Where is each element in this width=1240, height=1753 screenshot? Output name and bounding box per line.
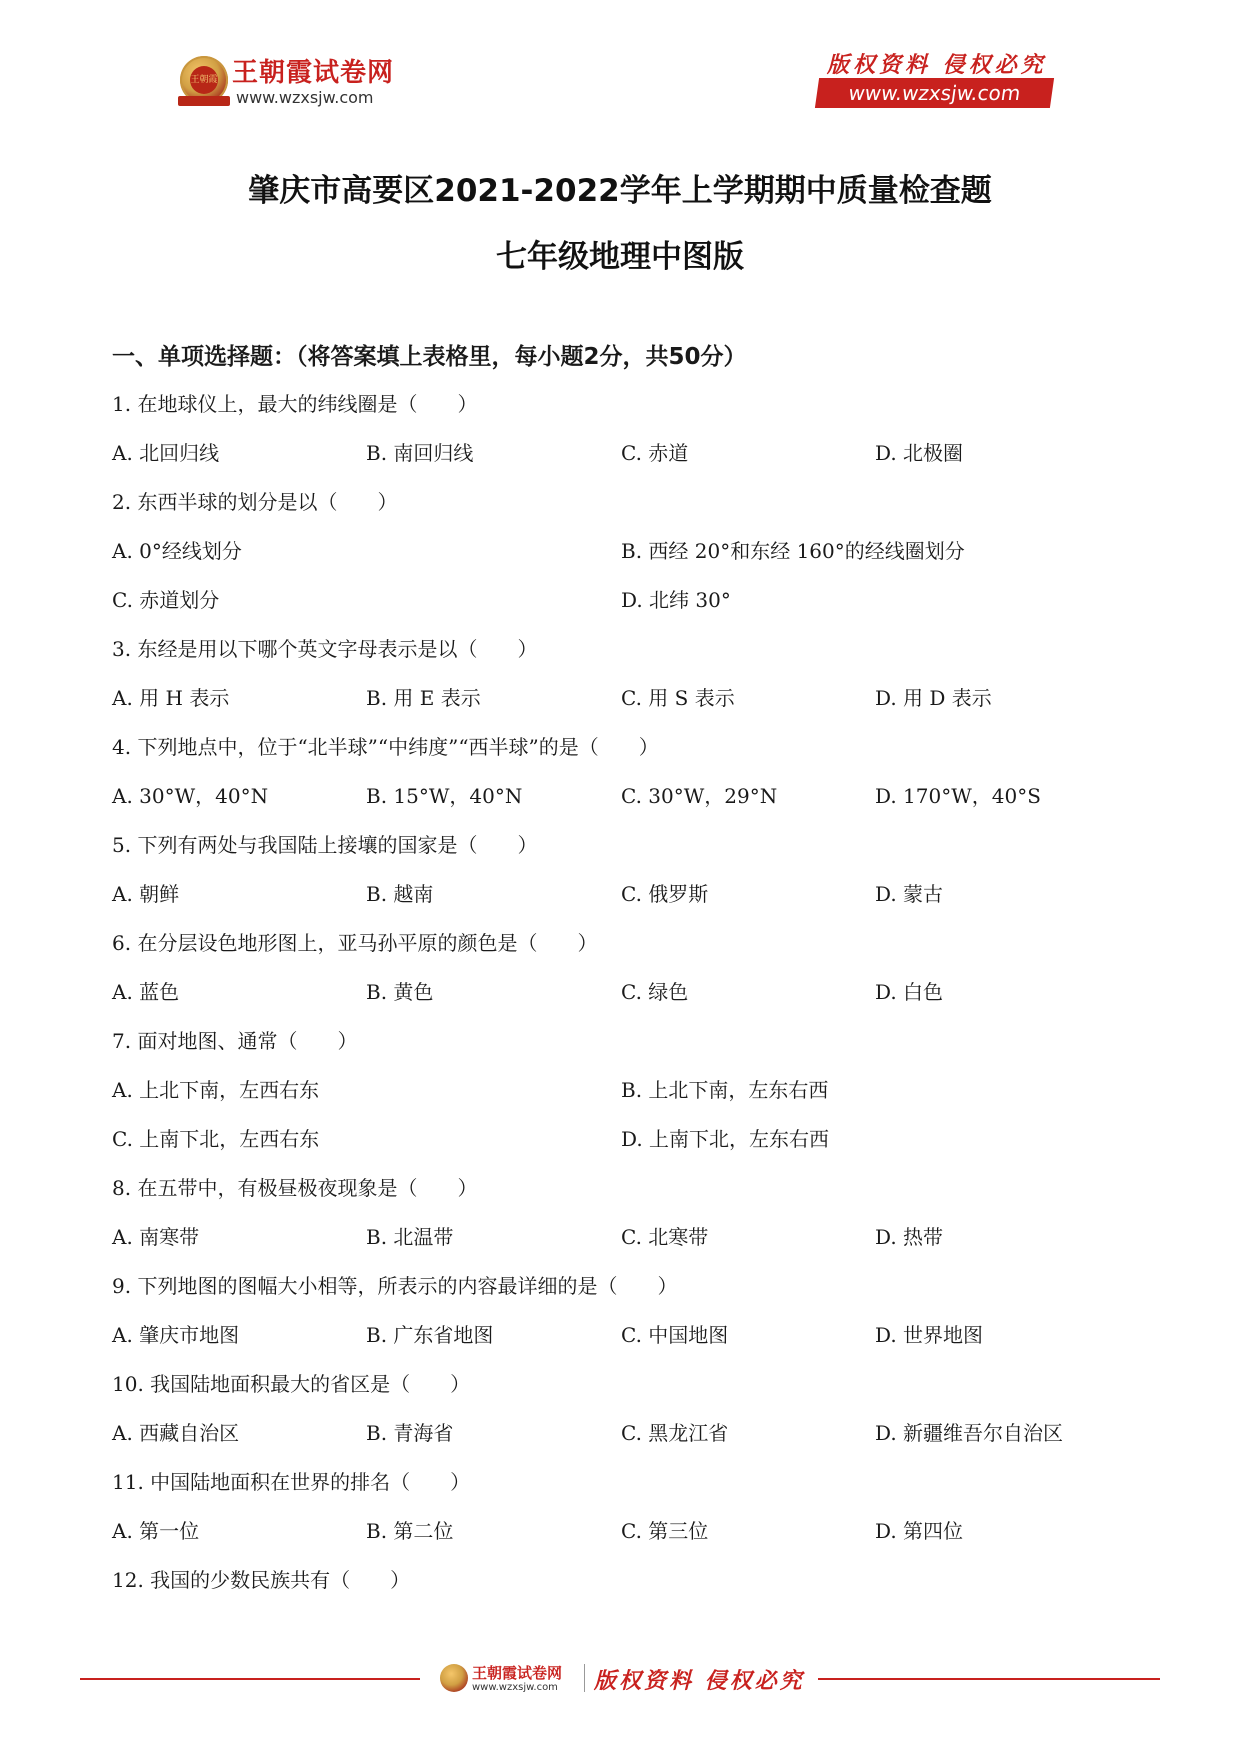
question-text: 5. 下列有两处与我国陆上接壤的国家是（ ） <box>112 833 538 857</box>
option-row <box>112 772 1132 821</box>
footer-copyright-text: 版权资料 侵权必究 <box>594 1668 805 1694</box>
brand-logo[interactable] <box>180 52 400 112</box>
footer-brand-name: 王朝霞试卷网 <box>472 1664 563 1682</box>
footer-divider-right <box>818 1678 1160 1680</box>
question-stem <box>112 919 1132 968</box>
option-b[interactable]: B. 西经 20°和东经 160°的经线圈划分 <box>621 539 965 563</box>
option-c[interactable]: C. 绿色 <box>621 980 689 1004</box>
option-c[interactable]: C. 第三位 <box>621 1519 709 1543</box>
option-a[interactable]: A. 肇庆市地图 <box>112 1323 240 1347</box>
option-a[interactable]: A. 西藏自治区 <box>112 1421 240 1445</box>
option-d[interactable]: D. 上南下北，左东右西 <box>621 1127 830 1151</box>
exam-title: 肇庆市高要区2021-2022学年上学期期中质量检查题 <box>248 173 992 209</box>
option-row <box>112 1311 1132 1360</box>
question-stem <box>112 478 1132 527</box>
option-a[interactable]: A. 30°W，40°N <box>112 784 269 808</box>
option-c[interactable]: C. 俄罗斯 <box>621 882 709 906</box>
option-c[interactable]: C. 赤道 <box>621 441 689 465</box>
question-stem <box>112 723 1132 772</box>
option-row <box>112 1213 1132 1262</box>
question-text: 1. 在地球仪上，最大的纬线圈是（ ） <box>112 392 478 416</box>
question-text: 4. 下列地点中，位于“北半球”“中纬度”“西半球”的是（ ） <box>112 735 659 759</box>
option-b[interactable]: B. 上北下南，左东右西 <box>621 1078 829 1102</box>
question-text: 11. 中国陆地面积在世界的排名（ ） <box>112 1470 471 1494</box>
option-a[interactable]: A. 上北下南，左西右东 <box>112 1078 320 1102</box>
option-a[interactable]: A. 第一位 <box>112 1519 200 1543</box>
question-text: 7. 面对地图、通常（ ） <box>112 1029 358 1053</box>
option-c[interactable]: C. 北寒带 <box>621 1225 709 1249</box>
option-d[interactable]: D. 蒙古 <box>875 882 944 906</box>
option-d[interactable]: D. 北纬 30° <box>621 588 731 612</box>
brand-url[interactable]: www.wzxsjw.com <box>236 88 374 107</box>
seal-text: 王朝霞 <box>190 66 218 94</box>
question-text: 8. 在五带中，有极昼极夜现象是（ ） <box>112 1176 478 1200</box>
option-row <box>112 429 1132 478</box>
option-d[interactable]: D. 热带 <box>875 1225 944 1249</box>
option-row <box>112 1409 1132 1458</box>
option-b[interactable]: B. 黄色 <box>366 980 434 1004</box>
question-stem <box>112 1164 1132 1213</box>
question-stem <box>112 1360 1132 1409</box>
option-row <box>112 1507 1132 1556</box>
question-text: 10. 我国陆地面积最大的省区是（ ） <box>112 1372 471 1396</box>
question-text: 3. 东经是用以下哪个英文字母表示是以（ ） <box>112 637 538 661</box>
question-stem <box>112 1556 1132 1605</box>
option-b[interactable]: B. 15°W，40°N <box>366 784 523 808</box>
option-b[interactable]: B. 广东省地图 <box>366 1323 494 1347</box>
option-b[interactable]: B. 南回归线 <box>366 441 474 465</box>
option-c[interactable]: C. 黑龙江省 <box>621 1421 729 1445</box>
option-a[interactable]: A. 0°经线划分 <box>112 539 242 563</box>
copyright-banner <box>817 48 1052 112</box>
footer-brand-url[interactable]: www.wzxsjw.com <box>472 1682 558 1693</box>
question-stem <box>112 380 1132 429</box>
option-b[interactable]: B. 越南 <box>366 882 434 906</box>
option-c[interactable]: C. 用 S 表示 <box>621 686 735 710</box>
option-row <box>112 1115 1132 1164</box>
option-d[interactable]: D. 新疆维吾尔自治区 <box>875 1421 1064 1445</box>
page-footer <box>0 1658 1240 1698</box>
option-row <box>112 674 1132 723</box>
option-d[interactable]: D. 170°W，40°S <box>875 784 1041 808</box>
option-b[interactable]: B. 用 E 表示 <box>366 686 481 710</box>
option-d[interactable]: D. 北极圈 <box>875 441 964 465</box>
question-text: 6. 在分层设色地形图上，亚马孙平原的颜色是（ ） <box>112 931 598 955</box>
option-a[interactable]: A. 南寒带 <box>112 1225 200 1249</box>
option-b[interactable]: B. 青海省 <box>366 1421 454 1445</box>
option-row <box>112 968 1132 1017</box>
option-d[interactable]: D. 世界地图 <box>875 1323 984 1347</box>
option-a[interactable]: A. 蓝色 <box>112 980 180 1004</box>
question-text: 9. 下列地图的图幅大小相等，所表示的内容最详细的是（ ） <box>112 1274 678 1298</box>
copyright-url[interactable]: www.wzxsjw.com <box>815 78 1054 108</box>
option-row <box>112 576 1132 625</box>
option-d[interactable]: D. 白色 <box>875 980 944 1004</box>
exam-subtitle: 七年级地理中图版 <box>496 239 744 275</box>
option-c[interactable]: C. 30°W，29°N <box>621 784 778 808</box>
question-stem <box>112 625 1132 674</box>
question-stem <box>112 1017 1132 1066</box>
question-text: 12. 我国的少数民族共有（ ） <box>112 1568 411 1592</box>
question-stem <box>112 821 1132 870</box>
question-text: 2. 东西半球的划分是以（ ） <box>112 490 398 514</box>
option-a[interactable]: A. 北回归线 <box>112 441 220 465</box>
option-c[interactable]: C. 中国地图 <box>621 1323 729 1347</box>
seal-icon <box>440 1664 468 1692</box>
option-d[interactable]: D. 第四位 <box>875 1519 964 1543</box>
page-header <box>0 0 1240 130</box>
footer-logo[interactable] <box>440 1660 580 1696</box>
question-list <box>112 380 1132 1605</box>
option-a[interactable]: A. 用 H 表示 <box>112 686 230 710</box>
option-d[interactable]: D. 用 D 表示 <box>875 686 992 710</box>
brand-name: 王朝霞试卷网 <box>232 58 395 88</box>
copyright-text: 版权资料 侵权必究 <box>827 52 1047 78</box>
question-stem <box>112 1458 1132 1507</box>
seal-icon <box>180 56 228 104</box>
seal-ribbon <box>178 96 230 106</box>
option-c[interactable]: C. 上南下北，左西右东 <box>112 1127 320 1151</box>
option-row <box>112 527 1132 576</box>
option-a[interactable]: A. 朝鲜 <box>112 882 180 906</box>
footer-divider-left <box>80 1678 420 1680</box>
section-heading: 一、单项选择题：（将答案填上表格里，每小题2分，共50分） <box>112 344 747 370</box>
option-row <box>112 1066 1132 1115</box>
footer-separator <box>584 1664 585 1692</box>
question-stem <box>112 1262 1132 1311</box>
option-b[interactable]: B. 北温带 <box>366 1225 454 1249</box>
option-row <box>112 870 1132 919</box>
option-c[interactable]: C. 赤道划分 <box>112 588 220 612</box>
option-b[interactable]: B. 第二位 <box>366 1519 454 1543</box>
